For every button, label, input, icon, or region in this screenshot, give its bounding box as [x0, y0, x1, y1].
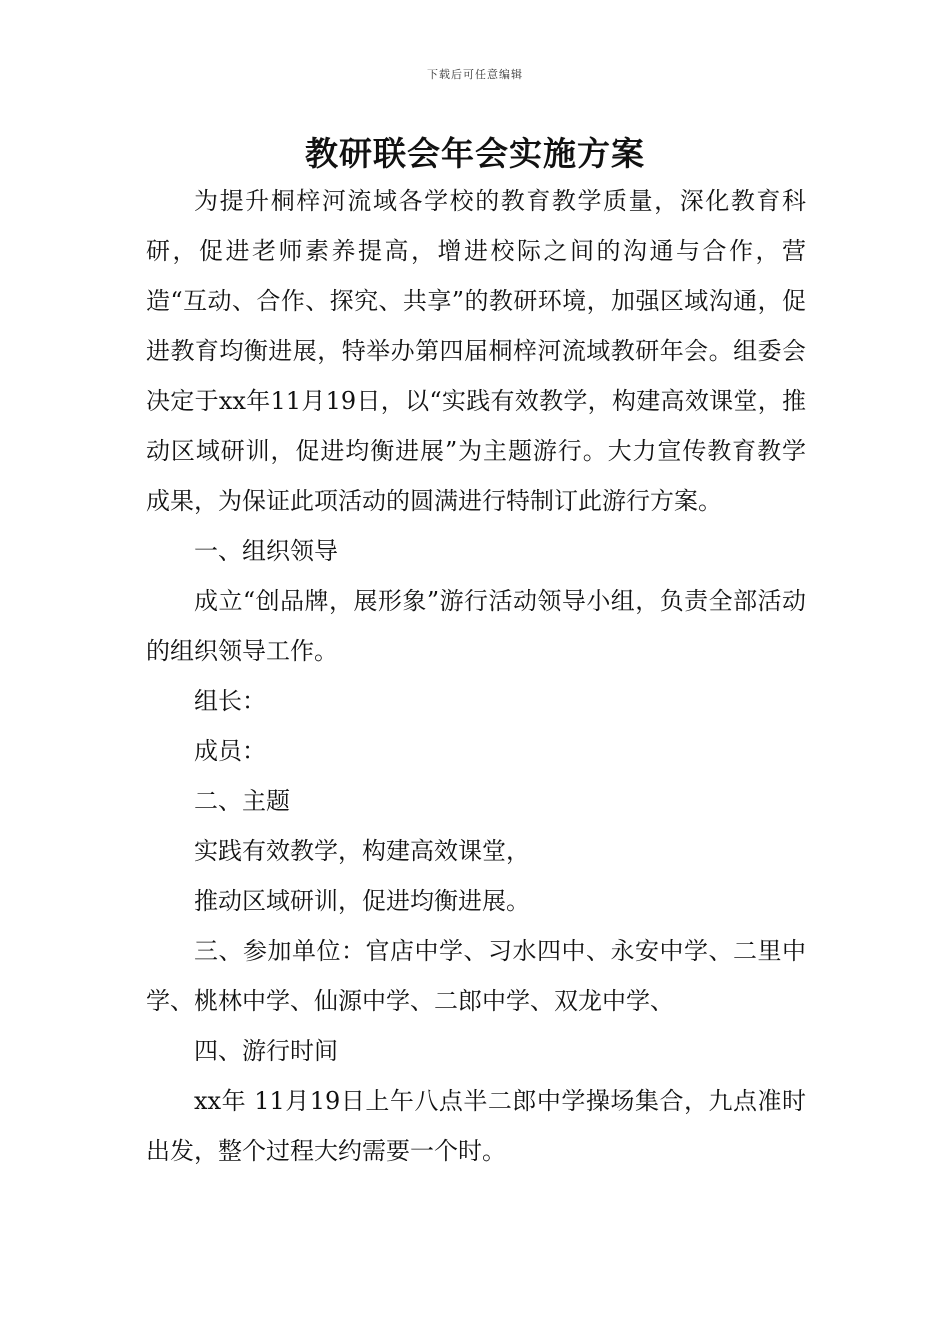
members-line: 成员：	[194, 737, 266, 765]
intro-paragraph: 为提升桐梓河流域各学校的教育教学质量，深化教育科研，促进老师素养提高，增进校际之间的沟通与合作，营造“互动、合作、探究、共享”的教研环境，加强区域沟通，促进教育均衡进展，特举办第四届桐梓河流域教研年会。组委会决定于xx年11月19日，以“实践有效教学，构建高效课堂，推动区域研训，促进均衡进展”为主题游行。大力宣传教育教学成果，为保证此项活动的圆满进行特制订此游行方案。	[146, 187, 806, 515]
theme-line-1: 实践有效教学，构建高效课堂，	[194, 837, 530, 865]
organization-paragraph: 成立“创品牌，展形象”游行活动领导小组，负责全部活动的组织领导工作。	[146, 587, 806, 665]
document-body	[146, 176, 806, 1176]
header-note: 下载后可任意编辑	[427, 68, 523, 81]
document-title: 教研联会年会实施方案	[305, 134, 645, 173]
participants-paragraph: 三、参加单位：官店中学、习水四中、永安中学、二里中学、桃林中学、仙源中学、二郎中学、双龙中学、	[146, 937, 806, 1015]
leader-line: 组长：	[194, 687, 266, 715]
section-heading-theme: 二、主题	[194, 787, 290, 815]
section-heading-time: 四、游行时间	[194, 1037, 338, 1065]
section-heading-organization: 一、组织领导	[194, 537, 338, 565]
theme-line-2: 推动区域研训，促进均衡进展。	[194, 887, 530, 915]
time-paragraph: xx年 11月19日上午八点半二郎中学操场集合，九点准时出发，整个过程大约需要一个时。	[146, 1087, 806, 1165]
